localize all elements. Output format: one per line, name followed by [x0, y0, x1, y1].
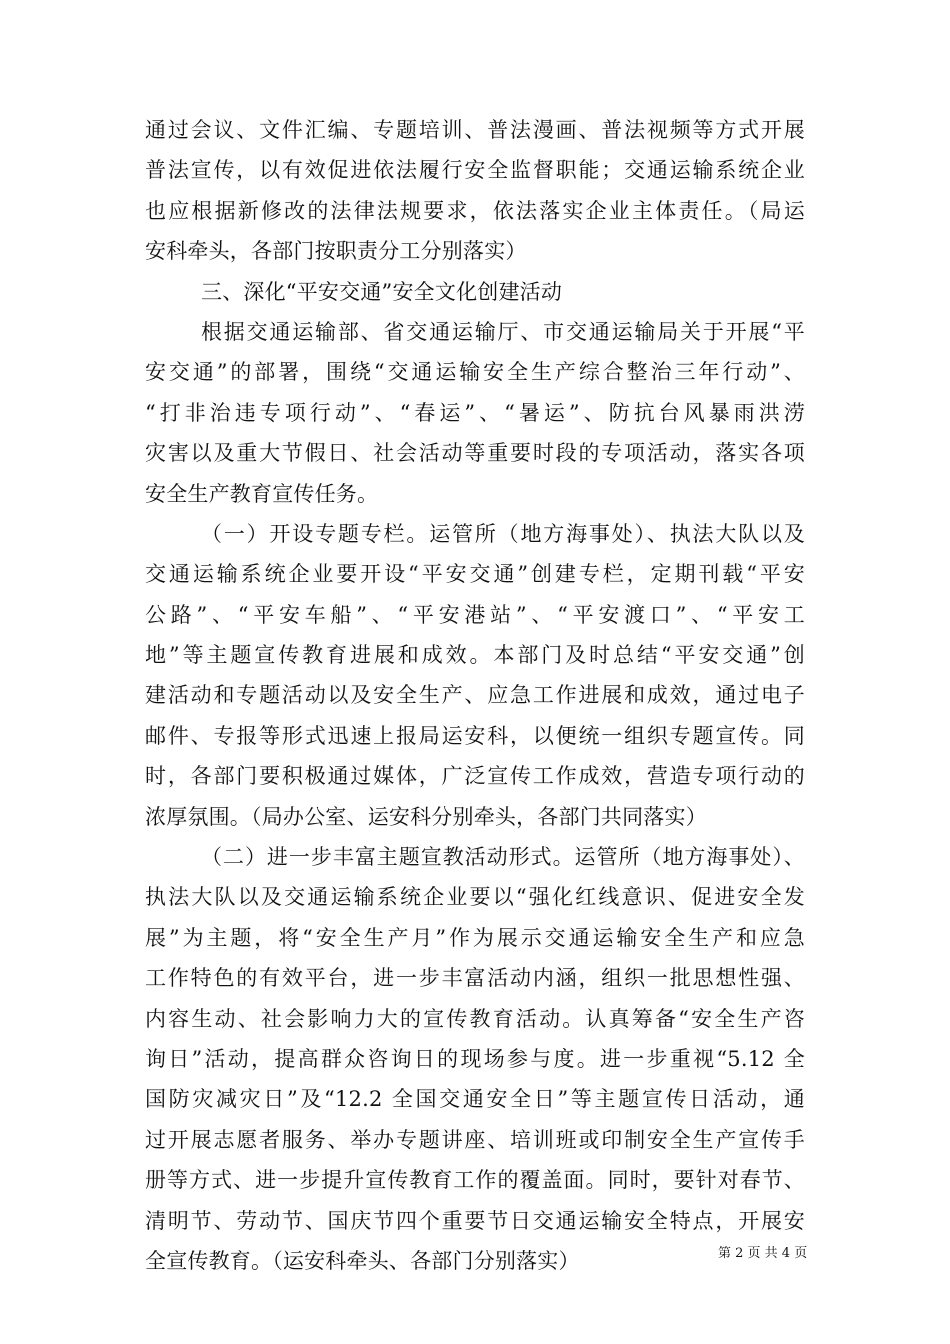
text-line: 执法大队以及交通运输系统企业要以“强化红线意识、促进安全发: [145, 885, 805, 910]
text-line: 询日”活动，提高群众咨询日的现场参与度。进一步重视“5.12 全: [145, 1046, 805, 1071]
text-line: 过开展志愿者服务、举办专题讲座、培训班或印制安全生产宣传手: [145, 1127, 805, 1152]
text-line: 工作特色的有效平台，进一步丰富活动内涵，组织一批思想性强、: [145, 966, 805, 991]
text-line: 灾害以及重大节假日、社会活动等重要时段的专项活动，落实各项: [145, 441, 805, 466]
text-line: 安科牵头，各部门按职责分工分别落实）: [145, 239, 527, 264]
text-line: 根据交通运输部、省交通运输厅、市交通运输局关于开展“平: [201, 319, 805, 344]
text-line: 内容生动、社会影响力大的宣传教育活动。认真筹备“安全生产咨: [145, 1006, 805, 1031]
text-line: 通过会议、文件汇编、专题培训、普法漫画、普法视频等方式开展: [145, 118, 805, 142]
text-line: 安全生产教育宣传任务。: [145, 481, 379, 506]
text-line: 也应根据新修改的法律法规要求，依法落实企业主体责任。（局运: [145, 198, 805, 223]
text-line: 国防灾减灾日”及“12.2 全国交通安全日”等主题宣传日活动，通: [145, 1087, 805, 1112]
text-line: 清明节、劳动节、国庆节四个重要节日交通运输安全特点，开展安: [145, 1208, 805, 1233]
text-line: 地”等主题宣传教育进展和成效。本部门及时总结“平安交通”创: [145, 643, 805, 668]
text-line: 公路”、“平安车船”、“平安港站”、“平安渡口”、“平安工: [145, 602, 805, 627]
text-line: 邮件、专报等形式迅速上报局运安科，以便统一组织专题宣传。同: [145, 723, 805, 748]
body-text: [145, 110, 808, 1281]
text-line: 时，各部门要积极通过媒体，广泛宣传工作成效，营造专项行动的: [145, 764, 805, 789]
text-line: 展”为主题，将“安全生产月”作为展示交通运输安全生产和应急: [145, 925, 805, 950]
text-line: 普法宣传，以有效促进依法履行安全监督职能；交通运输系统企业: [145, 158, 805, 183]
text-line: 建活动和专题活动以及安全生产、应急工作进展和成效，通过电子: [145, 683, 805, 708]
text-line: 册等方式、进一步提升宣传教育工作的覆盖面。同时，要针对春节、: [145, 1168, 805, 1193]
text-line: 浓厚氛围。（局办公室、运安科分别牵头，各部门共同落实）: [145, 804, 707, 829]
subsection-line: （二）进一步丰富主题宣教活动形式。运管所（地方海事处）、: [201, 845, 805, 870]
text-line: “打非治违专项行动”、“春运”、“暑运”、防抗台风暴雨洪涝: [145, 400, 805, 425]
subsection-line: （一）开设专题专栏。运管所（地方海事处）、执法大队以及: [201, 521, 805, 546]
text-line: 安交通”的部署，围绕“交通运输安全生产综合整治三年行动”、: [145, 360, 805, 385]
section-heading: 三、深化“平安交通”安全文化创建活动: [201, 279, 563, 304]
text-line: 交通运输系统企业要开设“平安交通”创建专栏，定期刊载“平安: [145, 562, 805, 587]
text-line: 全宣传教育。（运安科牵头、各部门分别落实）: [145, 1248, 580, 1273]
page-number: 第 2 页 共 4 页: [718, 1246, 808, 1261]
